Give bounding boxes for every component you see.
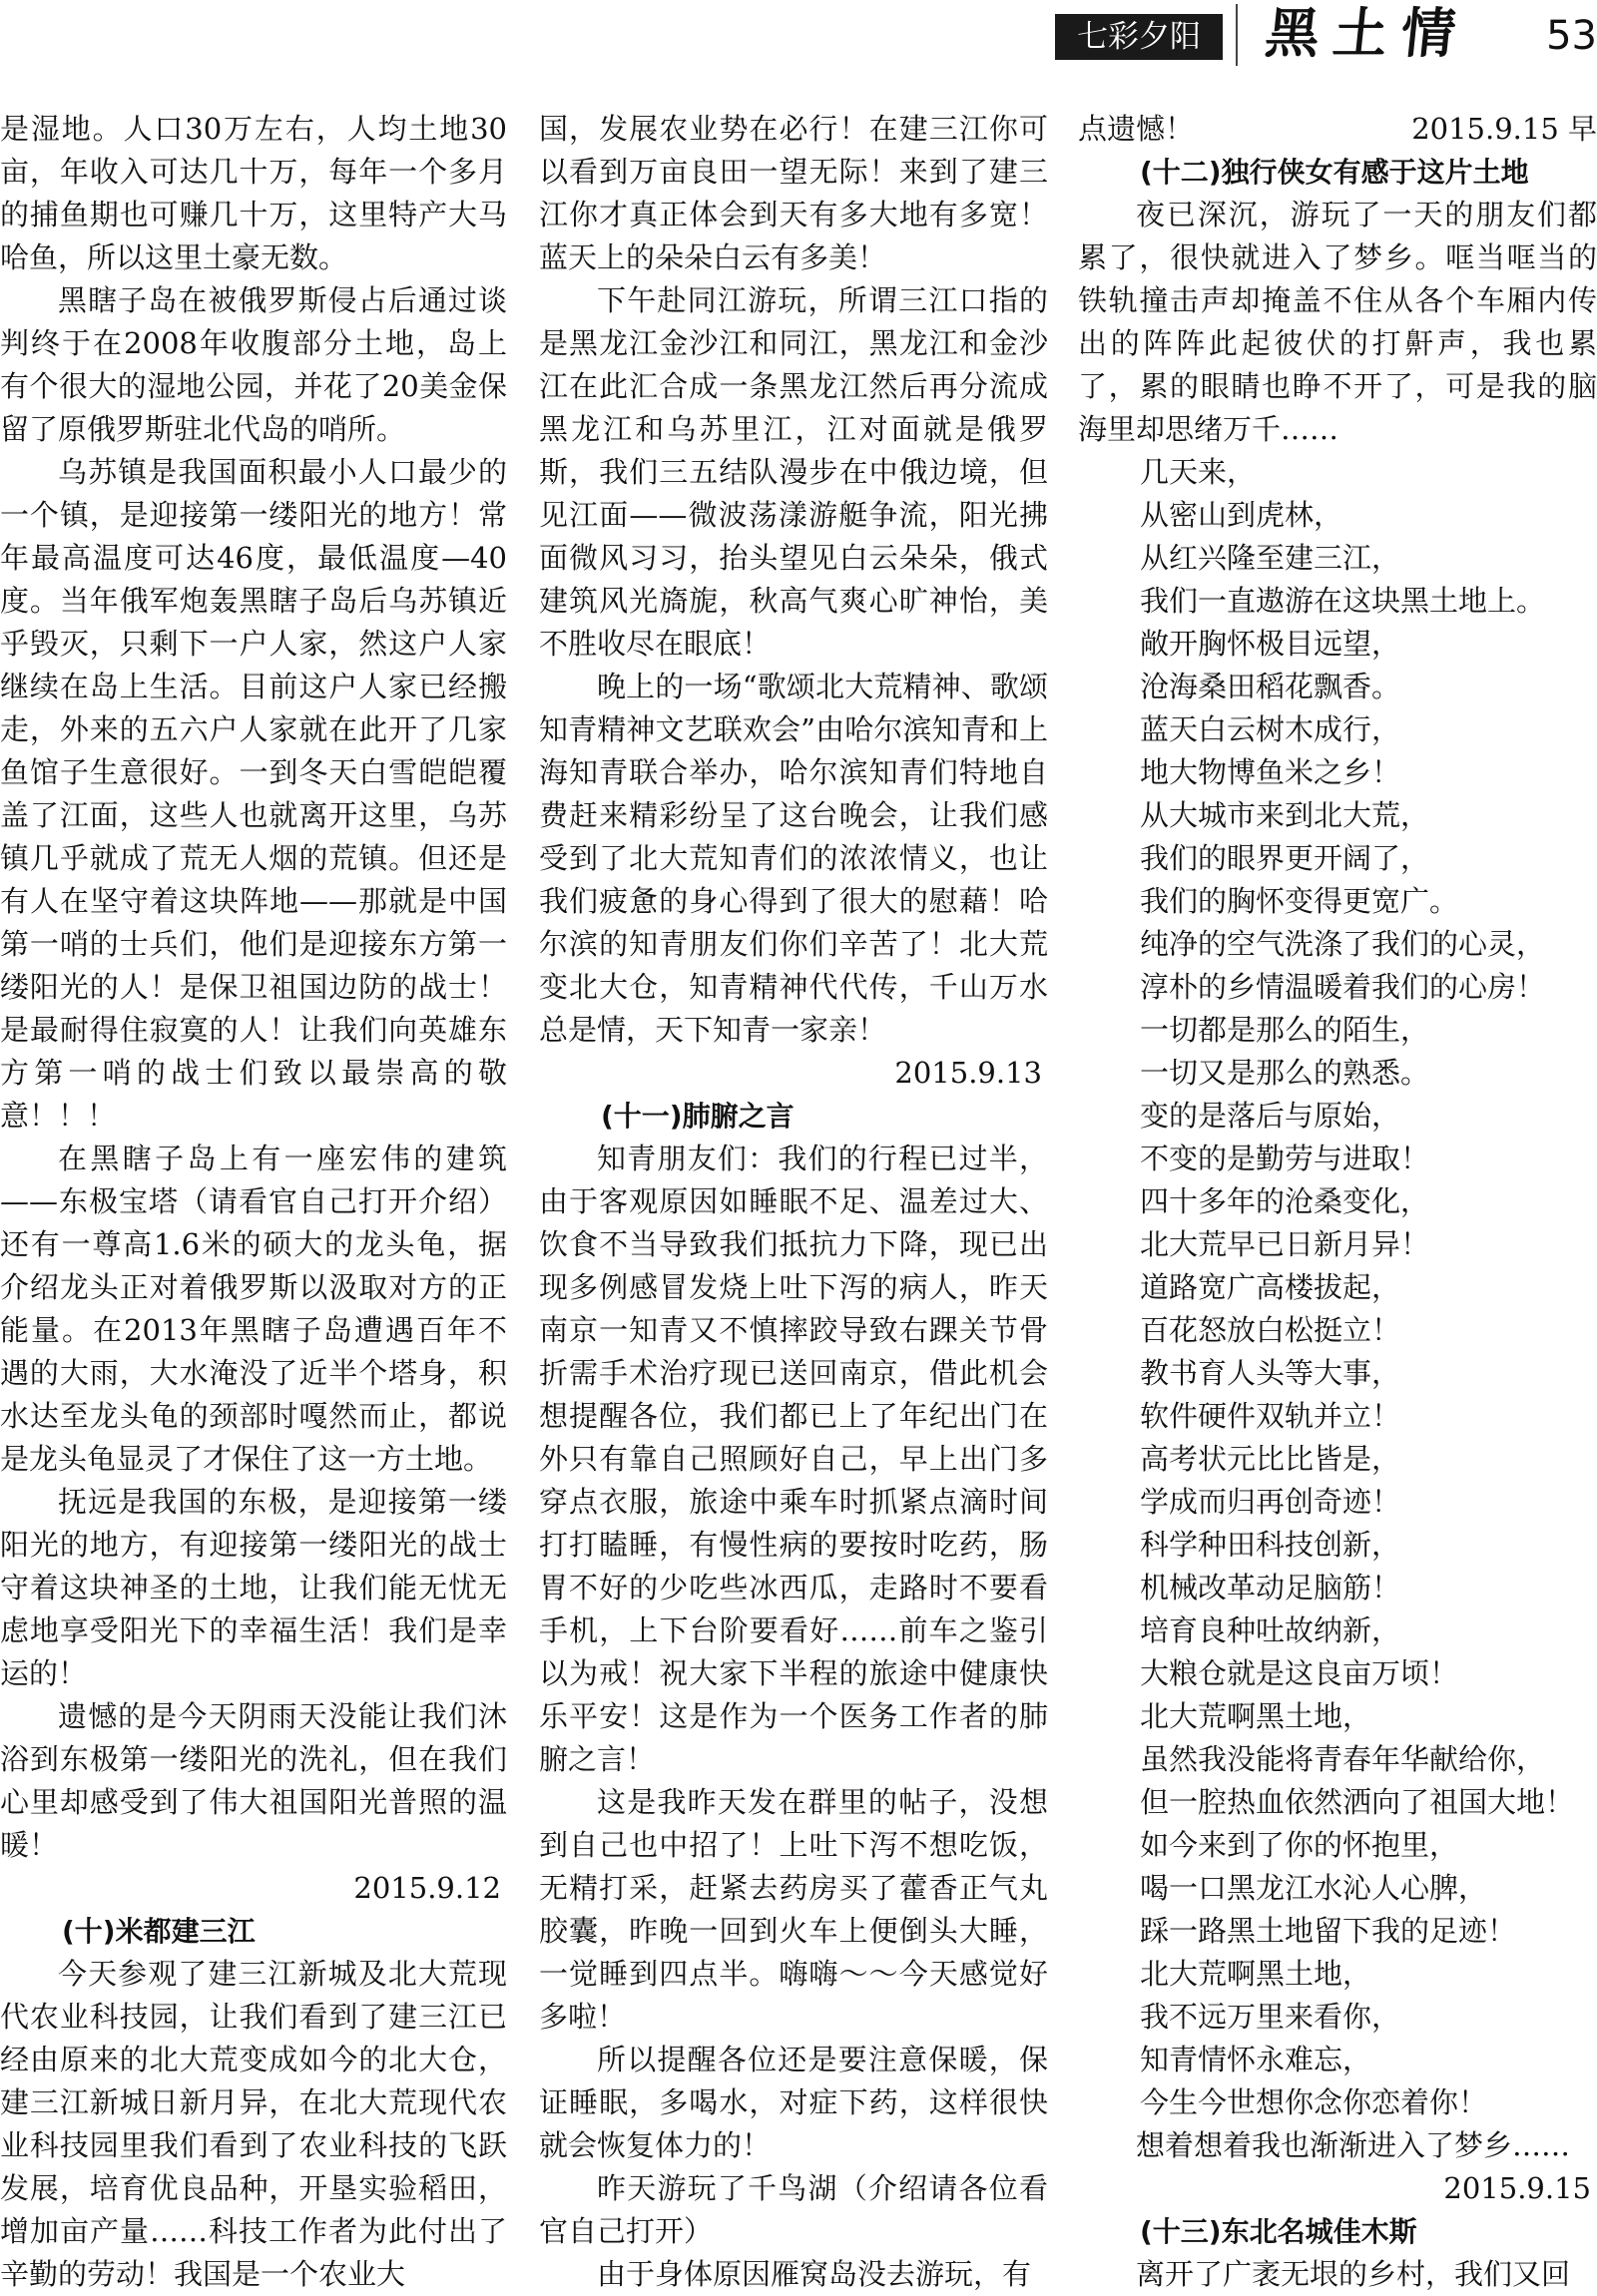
poem-line: 北大荒啊黑土地， (1140, 1957, 1372, 1991)
poem-line: 软件硬件双轨并立！ (1140, 1399, 1401, 1433)
poem-line: 蓝天白云树木成行， (1140, 712, 1401, 746)
paragraph-with-date (1078, 108, 1597, 151)
poem-line: 沧海桑田稻花飘香。 (1140, 670, 1401, 703)
poem-line: 从红兴隆至建三江， (1140, 541, 1401, 575)
paragraph: 是湿地。人口30万左右，人均土地30亩，年收入可达几十万，每年一个多月的捕鱼期也可赚几十万，这里特产大马哈鱼，所以这里土豪无数。 (0, 112, 507, 274)
dateline: 2015.9.12 (353, 1871, 501, 1905)
column-2 (539, 108, 1048, 2296)
poem-line: 但一腔热血依然洒向了祖国大地！ (1140, 1785, 1575, 1819)
poem-line: 不变的是勤劳与进取！ (1140, 1142, 1430, 1175)
paragraph: 国，发展农业势在必行！在建三江你可以看到万亩良田一望无际！来到了建三江你才真正体会到天有多大地有多宽！蓝天上的朵朵白云有多美！ (539, 112, 1048, 274)
poem-line: 变的是落后与原始， (1140, 1099, 1401, 1133)
poem (1078, 451, 1597, 2124)
page-header (0, 0, 1597, 82)
section-heading: (十二)独行侠女有感于这片土地 (1140, 156, 1529, 189)
paragraph: 离开了广袤无垠的乡村，我们又回 (1136, 2257, 1571, 2291)
paragraph: 所以提醒各位还是要注意保暖，保证睡眠，多喝水，对症下药，这样很快就会恢复体力的！ (539, 2043, 1048, 2162)
magazine-logo: 黑土情 (1262, 1, 1473, 65)
paragraph: 由于身体原因雁窝岛没去游玩，有 (597, 2257, 1032, 2291)
poem-line: 从密山到虎林， (1140, 498, 1343, 532)
dateline: 2015.9.15 早 (1411, 112, 1597, 146)
poem-line: 百花怒放白松挺立！ (1140, 1313, 1401, 1347)
poem-line: 从大城市来到北大荒， (1140, 798, 1430, 832)
section-label: 七彩夕阳 (1055, 14, 1223, 60)
section-heading: (十)米都建三江 (62, 1915, 256, 1948)
column-3 (1078, 108, 1597, 2296)
poem-line: 淳朴的乡情温暖着我们的心房！ (1140, 970, 1546, 1004)
poem-line: 道路宽广高楼拔起， (1140, 1270, 1401, 1304)
paragraph: 夜已深沉，游玩了一天的朋友们都累了，很快就进入了梦乡。哐当哐当的铁轨撞击声却掩盖不住从各个车厢内传出的阵阵此起彼伏的打鼾声，我也累了，累的眼睛也睁不开了，可是我的脑海里却思绪万千…… (1078, 198, 1597, 446)
section-heading: (十三)东北名城佳木斯 (1140, 2215, 1417, 2248)
poem-line: 我们的胸怀变得更宽广。 (1140, 884, 1459, 918)
paragraph: 这是我昨天发在群里的帖子，没想到自己也中招了！上吐下泻不想吃饭，无精打采，赶紧去药房买了藿香正气丸胶囊，昨晚一回到火车上便倒头大睡，一觉睡到四点半。嗨嗨～～今天感觉好多啦！ (539, 1785, 1048, 2034)
poem-line: 教书育人头等大事， (1140, 1356, 1401, 1390)
poem-line: 大粮仓就是这良亩万顷！ (1140, 1656, 1459, 1690)
poem-line: 敞开胸怀极目远望， (1140, 627, 1401, 661)
poem-line: 今生今世想你念你恋着你！ (1140, 2085, 1488, 2119)
poem-line: 我们的眼界更开阔了， (1140, 841, 1430, 875)
poem-line: 高考状元比比皆是， (1140, 1442, 1401, 1476)
paragraph: 乌苏镇是我国面积最小人口最少的一个镇，是迎接第一缕阳光的地方！常年最高温度可达46度，最低温度—40度。当年俄军炮轰黑瞎子岛后乌苏镇近乎毁灭，只剩下一户人家，然这户人家继续在岛上生活。目前这户人家已经搬走，外来的五六户人家就在此开了几家鱼馆子生意很好。一到冬天白雪皑皑覆盖了江面，这些人也就离开这里，乌苏镇几乎就成了荒无人烟的荒镇。但还是有人在坚守着这块阵地——那就是中国第一哨的士兵们，他们是迎接东方第一缕阳光的人！是保卫祖国边防的战士！是最耐得住寂寞的人！让我们向英雄东方第一哨的战士们致以最崇高的敬意！！！ (0, 455, 507, 1133)
page-number: 53 (1546, 13, 1597, 59)
poem-line: 一切都是那么的陌生， (1140, 1013, 1430, 1047)
poem-line: 知青情怀永难忘， (1140, 2043, 1372, 2076)
poem-line: 地大物博鱼米之乡！ (1140, 755, 1401, 789)
paragraph: 晚上的一场“歌颂北大荒精神、歌颂知青精神文艺联欢会”由哈尔滨知青和上海知青联合举办，哈尔滨知青们特地自费赶来精彩纷呈了这台晚会，让我们感受到了北大荒知青们的浓浓情义，也让我们疲惫的身心得到了很大的慰藉！哈尔滨的知青朋友们你们辛苦了！北大荒变北大仓，知青精神代代传，千山万水总是情，天下知青一家亲！ (539, 670, 1048, 1047)
poem-line: 科学种田科技创新， (1140, 1528, 1401, 1562)
paragraph: 昨天游玩了千鸟湖（介绍请各位看官自己打开） (539, 2171, 1048, 2248)
poem-line: 北大荒早已日新月异！ (1140, 1227, 1430, 1261)
paragraph: 遗憾的是今天阴雨天没能让我们沐浴到东极第一缕阳光的洗礼，但在我们心里却感受到了伟大祖国阳光普照的温暖！ (0, 1699, 507, 1862)
paragraph: 知青朋友们：我们的行程已过半，由于客观原因如睡眠不足、温差过大、饮食不当导致我们抵抗力下降，现已出现多例感冒发烧上吐下泻的病人，昨天南京一知青又不慎摔跤导致右踝关节骨折需手术治疗现已送回南京，借此机会想提醒各位，我们都已上了年纪出门在外只有靠自己照顾好自己，早上出门多穿点衣服，旅途中乘车时抓紧点滴时间打打瞌睡，有慢性病的要按时吃药，肠胃不好的少吃些冰西瓜，走路时不要看手机，上下台阶要看好……前车之鉴引以为戒！祝大家下半程的旅途中健康快乐平安！这是作为一个医务工作者的肺腑之言！ (539, 1142, 1048, 1776)
poem-line: 几天来， (1140, 455, 1257, 489)
poem-line: 踩一路黑土地留下我的足迹！ (1140, 1914, 1517, 1948)
paragraph: 在黑瞎子岛上有一座宏伟的建筑——东极宝塔（请看官自己打开介绍）还有一尊高1.6米的硕大的龙头龟，据介绍龙头正对着俄罗斯以汲取对方的正能量。在2013年黑瞎子岛遭遇百年不遇的大雨，大水淹没了近半个塔身，积水达至龙头龟的颈部时嘎然而止，都说是龙头龟显灵了才保住了这一方土地。 (0, 1142, 507, 1476)
paragraph: 想着想着我也渐渐进入了梦乡…… (1136, 2128, 1571, 2162)
dateline: 2015.9.15 (1443, 2171, 1591, 2205)
section-heading: (十一)肺腑之言 (601, 1100, 795, 1133)
poem-line: 四十多年的沧桑变化， (1140, 1184, 1430, 1218)
paragraph: 下午赴同江游玩，所谓三江口指的是黑龙江金沙江和同江，黑龙江和金沙江在此汇合成一条黑龙江然后再分流成黑龙江和乌苏里江，江对面就是俄罗斯，我们三五结队漫步在中俄边境，但见江面——微波荡漾游艇争流，阳光拂面微风习习，抬头望见白云朵朵，俄式建筑风光旖旎，秋高气爽心旷神怡，美不胜收尽在眼底！ (539, 283, 1048, 661)
header-divider (1236, 4, 1238, 66)
poem-line: 一切又是那么的熟悉。 (1140, 1056, 1430, 1090)
poem-line: 学成而归再创奇迹！ (1140, 1485, 1401, 1519)
poem-line: 喝一口黑龙江水沁人心脾， (1140, 1871, 1488, 1905)
paragraph: 今天参观了建三江新城及北大荒现代农业科技园，让我们看到了建三江已经由原来的北大荒变成如今的北大仓，建三江新城日新月异，在北大荒现代农业科技园里我们看到了农业科技的飞跃发展，培育优良品种，开垦实验稻田，增加亩产量……科技工作者为此付出了辛勤的劳动！我国是一个农业大 (0, 1957, 507, 2291)
poem-line: 虽然我没能将青春年华献给你， (1140, 1742, 1546, 1776)
poem-line: 机械改革动足脑筋！ (1140, 1571, 1401, 1605)
poem-line: 纯净的空气洗涤了我们的心灵， (1140, 927, 1546, 961)
poem-line: 培育良种吐故纳新， (1140, 1613, 1401, 1647)
paragraph-text: 点遗憾！ (1078, 112, 1195, 146)
poem-line: 如今来到了你的怀抱里， (1140, 1828, 1459, 1862)
dateline: 2015.9.13 (894, 1056, 1042, 1090)
paragraph: 抚远是我国的东极，是迎接第一缕阳光的地方，有迎接第一缕阳光的战士守着这块神圣的土地，让我们能无忧无虑地享受阳光下的幸福生活！我们是幸运的！ (0, 1485, 507, 1690)
column-1 (0, 108, 507, 2296)
poem-line: 我们一直遨游在这块黑土地上。 (1140, 584, 1546, 618)
poem-line: 北大荒啊黑土地， (1140, 1699, 1372, 1733)
paragraph: 黑瞎子岛在被俄罗斯侵占后通过谈判终于在2008年收腹部分土地，岛上有个很大的湿地公园，并花了20美金保留了原俄罗斯驻北代岛的哨所。 (0, 283, 507, 446)
poem-line: 我不远万里来看你， (1140, 2000, 1401, 2034)
